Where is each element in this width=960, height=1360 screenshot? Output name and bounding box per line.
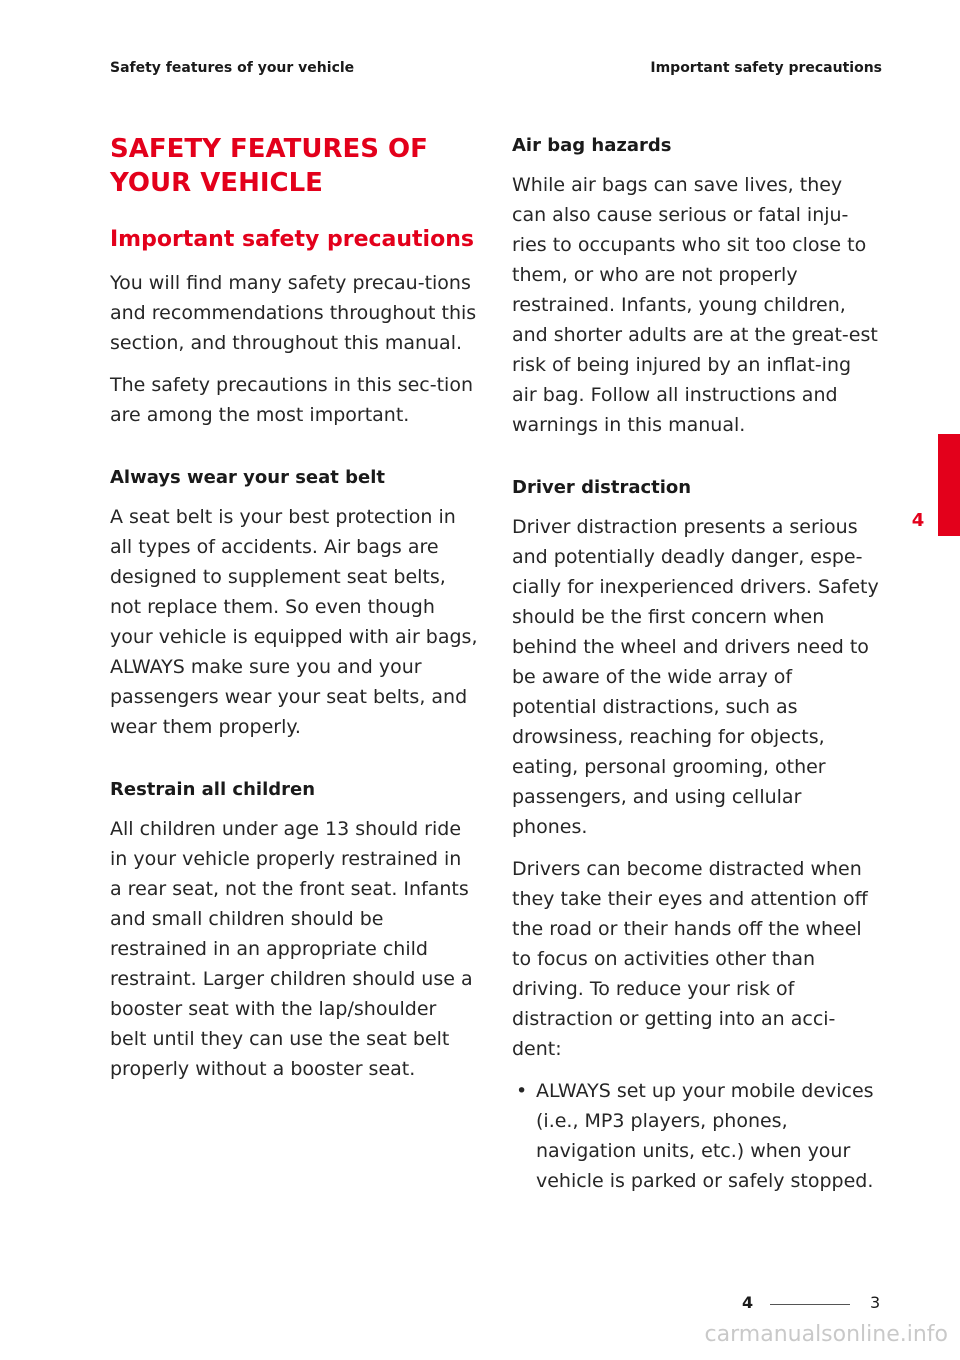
distraction-paragraph-1: Driver distraction presents a serious and potentially deadly danger, espe-cially for inexperienced drivers. Safety should be the first concern when behind the wheel and drivers need to be aware of the wide array of potential distractions, such as drowsiness, reaching for objects, eating, personal grooming, other passengers, and using cellular phones.: [512, 516, 879, 838]
chapter-title: SAFETY FEATURES OF YOUR VEHICLE: [110, 134, 428, 198]
right-column: [512, 132, 880, 1196]
airbag-heading: Air bag hazards: [512, 135, 672, 156]
watermark-text: carmanualsonline.info: [704, 1322, 948, 1347]
running-header-right: Important safety precautions: [650, 60, 882, 76]
intro-paragraph-2: The safety precautions in this sec-tion are among the most important.: [110, 374, 473, 426]
chapter-side-tab: [938, 434, 960, 536]
seatbelt-paragraph: A seat belt is your best protection in all types of accidents. Air bags are designed to supplement seat belts, not replace them. So even though your vehicle is equipped with air bags, ALWAYS make sure you and your passengers wear your seat belts, and wear them properly.: [110, 506, 478, 738]
footer-page-number: 3: [870, 1293, 881, 1312]
children-paragraph: All children under age 13 should ride in your vehicle properly restrained in a rear seat, not the front seat. Infants and small children should be restrained in an appropriate child restraint. Larger children should use a booster seat with the lap/shoulder belt until they can use the seat belt properly without a booster seat.: [110, 818, 473, 1080]
distraction-paragraph-2: Drivers can become distracted when they take their eyes and attention off the road or their hands off the wheel to focus on activities other than driving. To reduce your risk of distraction or getting into an acci-dent:: [512, 858, 868, 1060]
children-heading: Restrain all children: [110, 779, 316, 800]
section-title: Important safety precautions: [110, 227, 474, 252]
seatbelt-heading: Always wear your seat belt: [110, 467, 386, 488]
left-column: [110, 132, 478, 1096]
intro-paragraph-1: You will find many safety precau-tions and recommendations throughout this section, and throughout this manual.: [110, 272, 477, 354]
footer-chapter-number: 4: [742, 1293, 754, 1312]
airbag-paragraph: While air bags can save lives, they can also cause serious or fatal inju-ries to occupants who sit too close to them, or who are not properly restrained. Infants, young children, and shorter adults are at the great-est risk of being injured by an inflat-ing air bag. Follow all instructions and warnings in this manual.: [512, 174, 878, 436]
side-tab-chapter-number: 4: [911, 510, 925, 531]
distraction-bullet-list: [512, 1076, 880, 1196]
footer-divider: [770, 1304, 850, 1305]
distraction-heading: Driver distraction: [512, 477, 692, 498]
running-header-left: Safety features of your vehicle: [110, 60, 355, 76]
list-item: • ALWAYS set up your mobile devices (i.e., MP3 players, phones, navigation units, etc.) when your vehicle is parked or safely stopped.: [512, 1076, 880, 1196]
